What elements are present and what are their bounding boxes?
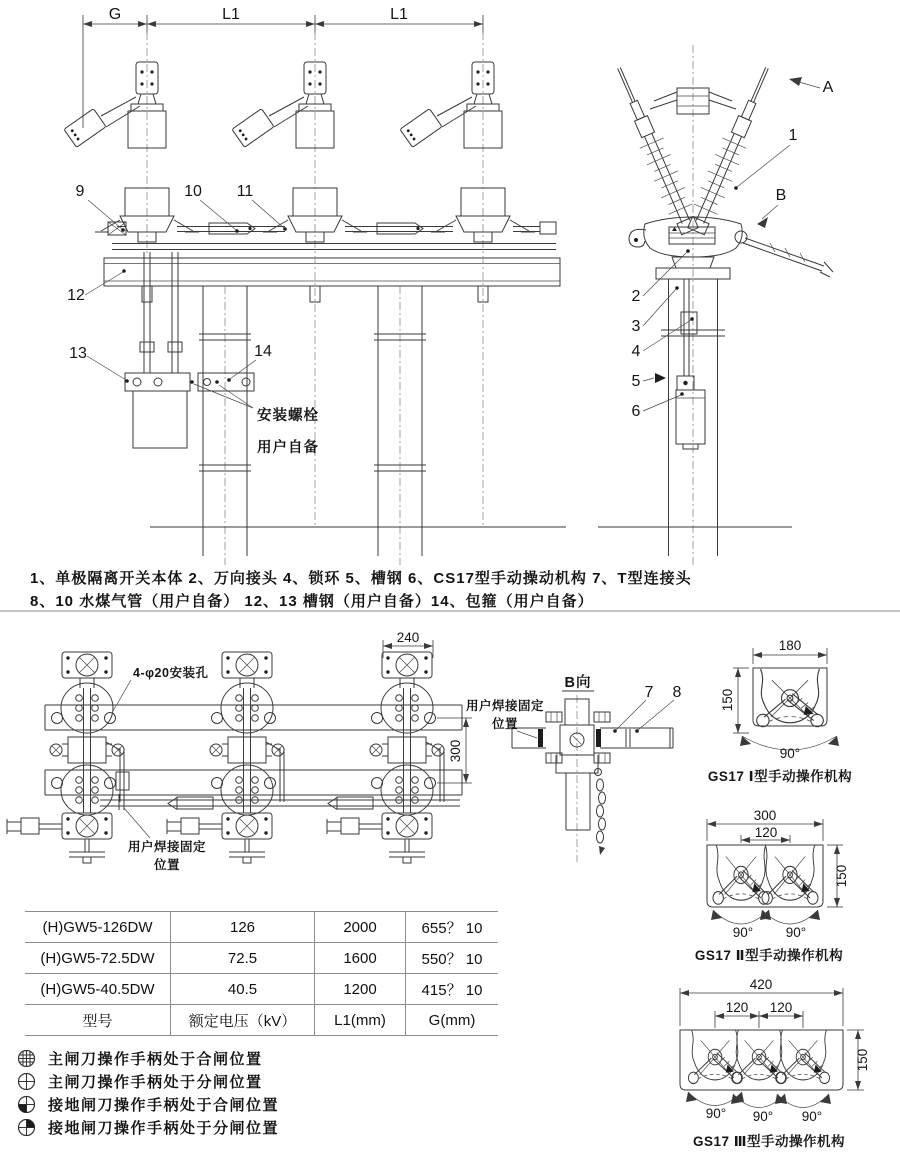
dim-300-label: 300 [448,739,463,763]
handle-position-legend [18,1047,279,1139]
callout-B: B [775,187,787,204]
callout-3: 3 [631,318,641,335]
legend-text: 主闸刀操作手柄处于分闸位置 [48,1074,263,1091]
front-view-bracket-assembly [125,252,254,448]
pole-3 [400,32,535,256]
type3-pitch1-dim: 120 [725,1000,749,1015]
front-view-linkage [108,222,556,250]
front-view-base-frame [104,256,566,565]
type2-label: GS17 Ⅱ型手动操作机构 [694,948,844,963]
type3-angle-2: 90° [752,1109,774,1124]
table-row [25,943,498,974]
voltage-cell: 40.5 [171,974,315,1005]
plan-pole-2 [167,652,284,863]
type1-label: GS17 Ⅰ型手动操作机构 [707,769,853,784]
model-header: 型号 [25,1005,171,1036]
g-cell: 415？ 10 [406,974,499,1005]
g-header: G(mm) [406,1005,499,1036]
type3-bell-3 [776,1030,829,1084]
callout-12: 12 [67,287,85,304]
plan-pole-3 [327,652,444,863]
earth-blade-open-icon [18,1119,35,1136]
dim-g-label: G [108,6,122,23]
type2-angle-1: 90° [732,925,754,940]
callout-6: 6 [631,403,641,420]
type3-pitch2-dim: 120 [769,1000,793,1015]
type2-angle-2: 90° [785,925,807,940]
by-user-note: 用户自备 [257,440,319,456]
table-row [25,912,498,943]
earth-blade-closed-icon [18,1096,35,1113]
callout-9: 9 [75,183,85,200]
table-header-row [25,1005,498,1036]
parts-list [30,567,692,613]
type2-bell-2 [762,845,818,904]
legend-item [18,1116,279,1139]
l1-cell: 1200 [315,974,406,1005]
type2-width-dim: 300 [753,808,777,823]
mounting-bolt-note: 安装螺栓 [257,408,319,424]
left-insulator [607,63,702,237]
type3-bell-2 [732,1030,785,1084]
type2-height-dim: 150 [834,864,849,888]
callout-10: 10 [184,183,202,200]
main-blade-open-icon [18,1073,35,1090]
weld-note-line2: 位置 [153,858,181,872]
type1-angle: 90° [779,746,801,761]
legend-item [18,1047,279,1070]
callout-1: 1 [788,127,798,144]
plan-pole-1 [7,652,124,863]
model-cell: (H)GW5-72.5DW [25,943,171,974]
front-view-poles [64,32,535,256]
mechanism-type1 [708,638,852,784]
spec-table [25,911,498,1036]
front-and-side-views [0,0,900,565]
type3-height-dim: 150 [855,1048,870,1072]
callout-7: 7 [644,684,654,701]
callout-13: 13 [69,345,87,362]
type2-bell-1 [713,845,769,904]
main-blade-closed-icon [18,1050,35,1067]
type1-width-dim: 180 [778,638,802,653]
dim-l1a-label: L1 [222,6,240,23]
legend-item [18,1093,279,1116]
mechanism-type2 [695,808,849,963]
right-insulator [684,63,779,237]
legend-text: 接地闸刀操作手柄处于合闸位置 [48,1097,280,1114]
b-view-title: B向 [564,675,592,691]
b-view-weld-note-line1: 用户焊接固定 [465,699,545,713]
model-cell: (H)GW5-126DW [25,912,171,943]
legend-item [18,1070,279,1093]
l1-header: L1(mm) [315,1005,406,1036]
type1-bell [757,669,824,727]
dim-l1b-label: L1 [390,6,408,23]
type3-angle-3: 90° [801,1109,823,1124]
mount-hole-note: 4-φ20安装孔 [133,666,209,680]
section-divider [0,610,900,612]
type3-label: GS17 Ⅲ型手动操作机构 [692,1134,846,1149]
legend-text: 接地闸刀操作手柄处于分闸位置 [48,1120,280,1137]
type3-bell-1 [688,1030,741,1084]
l1-cell: 1600 [315,943,406,974]
mechanism-type3 [680,977,870,1149]
plan-view [7,630,472,872]
callout-2: 2 [631,288,641,305]
type2-pitch-dim: 120 [754,825,778,840]
parts-list-line1: 1、单极隔离开关本体 2、万向接头 4、锁环 5、槽钢 6、CS17型手动操动机构 7、T型连接头 [30,570,692,587]
callout-14: 14 [254,343,272,360]
legend-text: 主闸刀操作手柄处于合闸位置 [48,1051,263,1068]
b-view-weld-note-line2: 位置 [491,717,519,731]
callout-A: A [822,79,834,96]
g-cell: 655？ 10 [406,912,499,943]
dim-240-label: 240 [396,630,420,645]
front-view-dimensions [83,6,483,128]
callout-11: 11 [236,183,254,200]
voltage-cell: 72.5 [171,943,315,974]
pole-2 [232,32,367,256]
pole-1 [64,32,199,256]
callout-8: 8 [672,684,682,701]
g-cell: 550？ 10 [406,943,499,974]
voltage-cell: 126 [171,912,315,943]
weld-note-line1: 用户焊接固定 [127,840,207,854]
callout-4: 4 [631,343,641,360]
table-row [25,974,498,1005]
l1-cell: 2000 [315,912,406,943]
model-cell: (H)GW5-40.5DW [25,974,171,1005]
voltage-header: 额定电压（kV） [171,1005,315,1036]
callout-5: 5 [631,373,641,390]
parts-list-line2: 8、10 水煤气管（用户自备） 12、13 槽钢（用户自备）14、包箍（用户自备） [30,593,594,610]
side-view [598,45,833,565]
type1-height-dim: 150 [720,688,735,712]
type3-width-dim: 420 [749,977,773,992]
type3-angle-1: 90° [705,1106,727,1121]
b-direction-view [466,673,682,862]
